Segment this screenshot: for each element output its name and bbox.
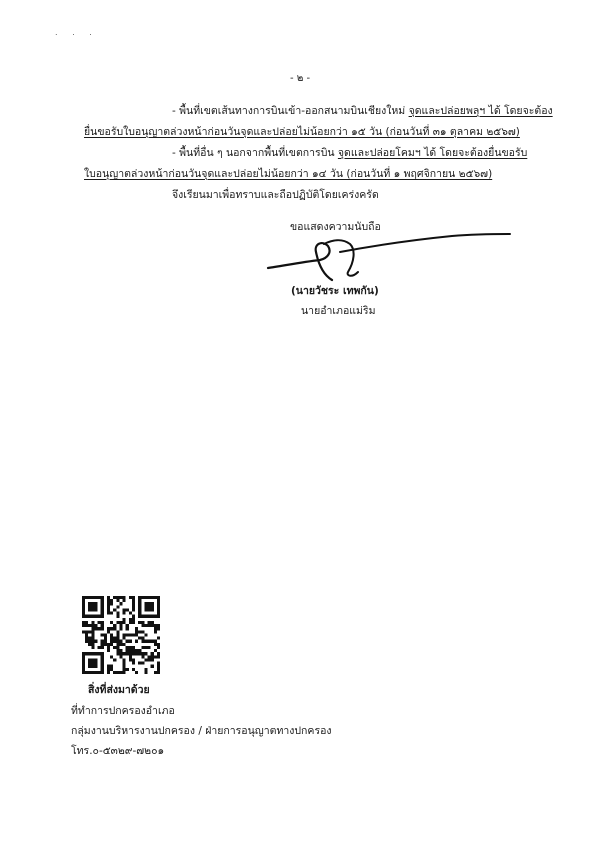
paragraph-1-line-2: ยื่นขอรับใบอนุญาตล่วงหน้าก่อนวันจุดและปล่อยไม่น้อยกว่า ๑๕ วัน (ก่อนวันที่ ๓๑ ตุลาคม ๒๕๖๗)	[84, 126, 520, 138]
handwritten-signature	[262, 222, 512, 292]
paragraph-1-underlined: จุดและปล่อยพลุฯ ได้ โดยจะต้อง	[408, 105, 553, 117]
paragraph-1-plain: - พื้นที่เขตเส้นทางการบินเข้า-ออกสนามบินเชียงใหม่	[172, 105, 406, 117]
qr-code	[82, 596, 160, 674]
paragraph-2-plain: - พื้นที่อื่น ๆ นอกจากพื้นที่เขตการบิน	[172, 147, 335, 159]
paragraph-2-line-1	[172, 146, 527, 160]
signer-position: นายอำเภอแม่ริม	[301, 305, 376, 317]
scan-specks: . . .	[55, 28, 98, 37]
department-name: กลุ่มงานบริหารงานปกครอง / ฝ่ายการอนุญาตทางปกครอง	[71, 725, 332, 737]
paragraph-2-line-2: ใบอนุญาตล่วงหน้าก่อนวันจุดและปล่อยไม่น้อยกว่า ๑๔ วัน (ก่อนวันที่ ๑ พฤศจิกายน ๒๕๖๗)	[84, 168, 493, 180]
signer-name: (นายวัชระ เทพกัน)	[291, 285, 379, 297]
paragraph-1-line-1	[172, 104, 553, 118]
paragraph-2-underlined: จุดและปล่อยโคมฯ ได้ โดยจะต้องยื่นขอรับ	[337, 147, 528, 159]
enclosure-label: สิ่งที่ส่งมาด้วย	[88, 684, 150, 696]
office-name: ที่ทำการปกครองอำเภอ	[71, 705, 175, 717]
regards-text: ขอแสดงความนับถือ	[290, 221, 381, 233]
closing-sentence: จึงเรียนมาเพื่อทราบและถือปฏิบัติโดยเคร่งครัด	[172, 189, 379, 201]
page-number: - ๒ -	[290, 73, 311, 84]
phone-number: โทร.๐-๕๓๒๙-๗๒๐๑	[71, 745, 165, 757]
